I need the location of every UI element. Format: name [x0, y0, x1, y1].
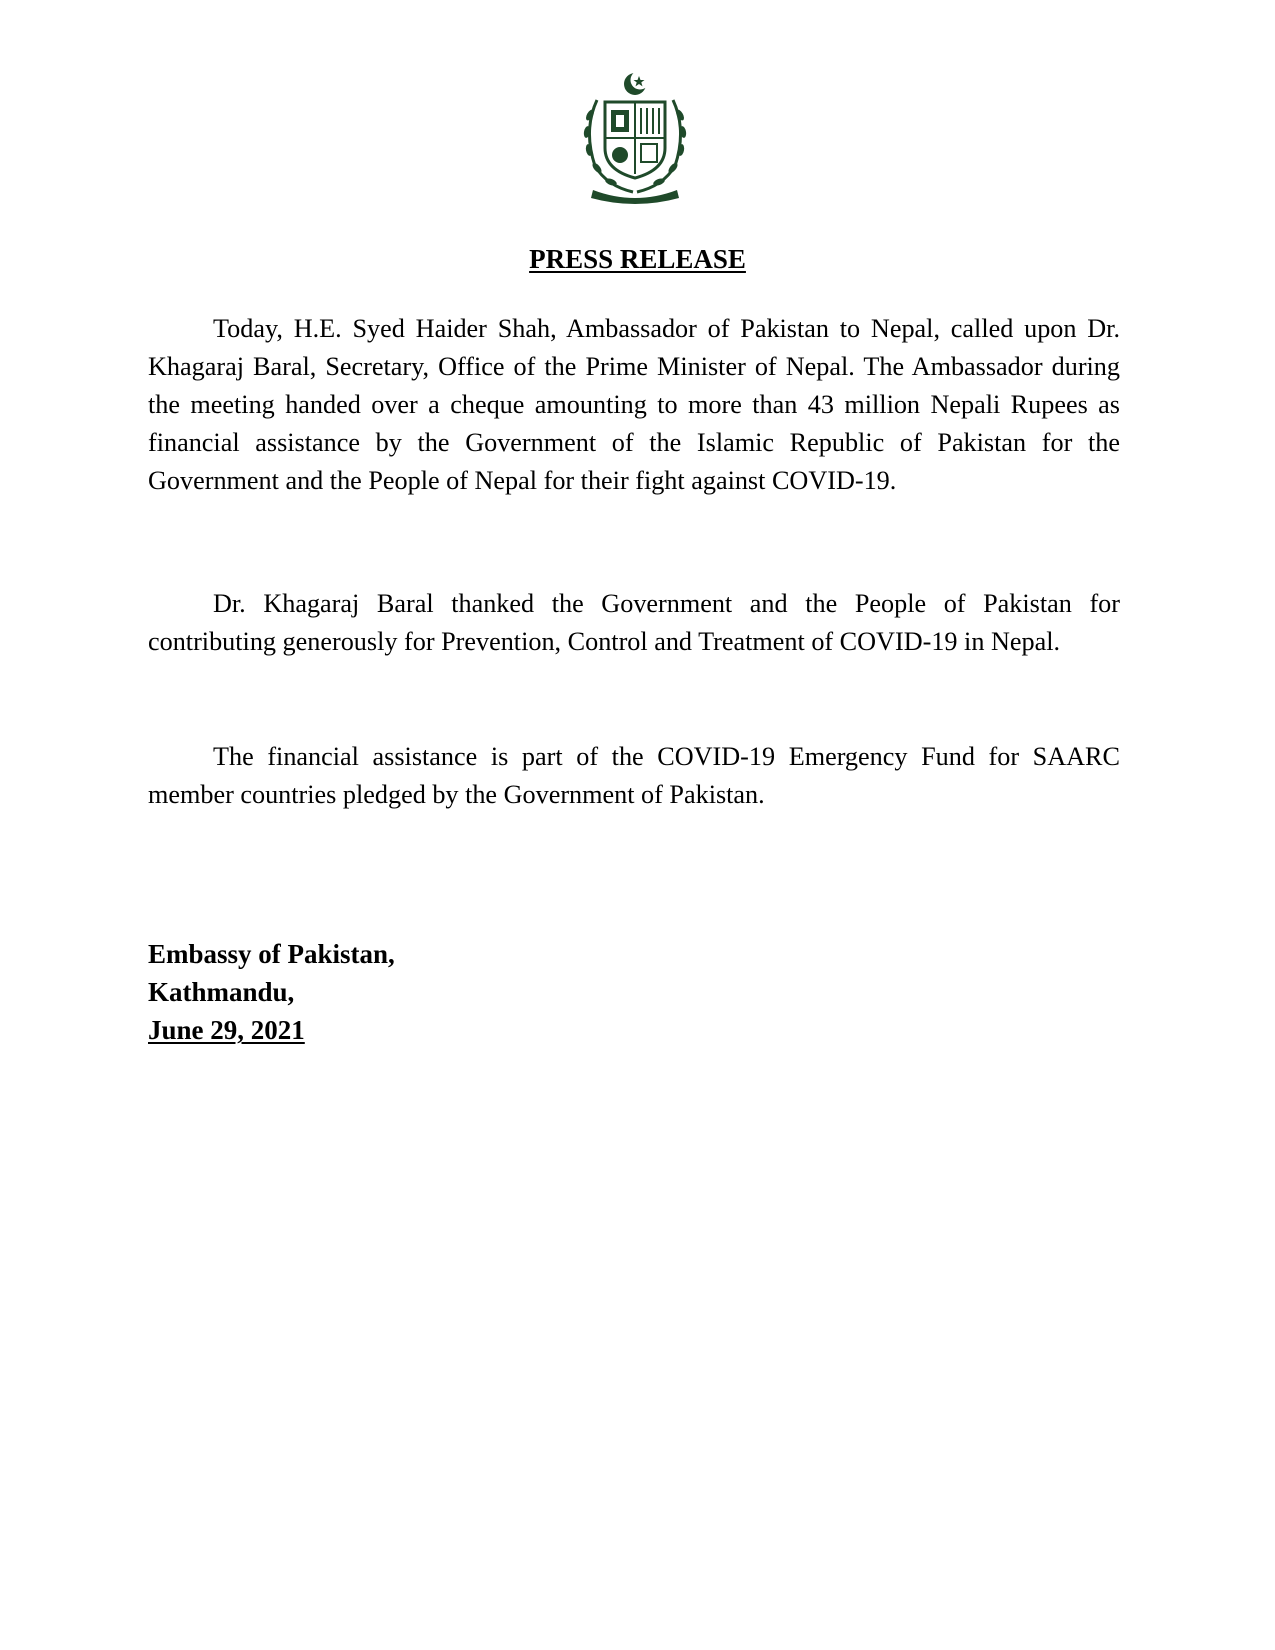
page-title [0, 243, 1275, 275]
paragraph-meeting: Today, H.E. Syed Haider Shah, Ambassador of Pakistan to Nepal, called upon Dr. Khagaraj Baral, Secretary, Office of the Prime Minister of Nepal. The Ambassador during the meeting handed over a cheque amounting to more than 43 million Nepali Rupees as financial assistance by the Government of the Islamic Republic of Pakistan for the Government and the People of Nepal for their fight against COVID-19. [148, 314, 1120, 495]
paragraph-thanks: Dr. Khagaraj Baral thanked the Government and the People of Pakistan for contributing generously for Prevention, Control and Treatment of COVID-19 in Nepal. [148, 589, 1120, 656]
signature-city: Kathmandu, [148, 977, 295, 1007]
signature-block [148, 935, 395, 1049]
page-title-text: PRESS RELEASE [529, 244, 746, 274]
state-emblem-icon [575, 70, 695, 208]
signature-organization: Embassy of Pakistan, [148, 939, 395, 969]
paragraph-fund: The financial assistance is part of the COVID-19 Emergency Fund for SAARC member countries pledged by the Government of Pakistan. [148, 742, 1120, 809]
signature-date: June 29, 2021 [148, 1015, 305, 1045]
